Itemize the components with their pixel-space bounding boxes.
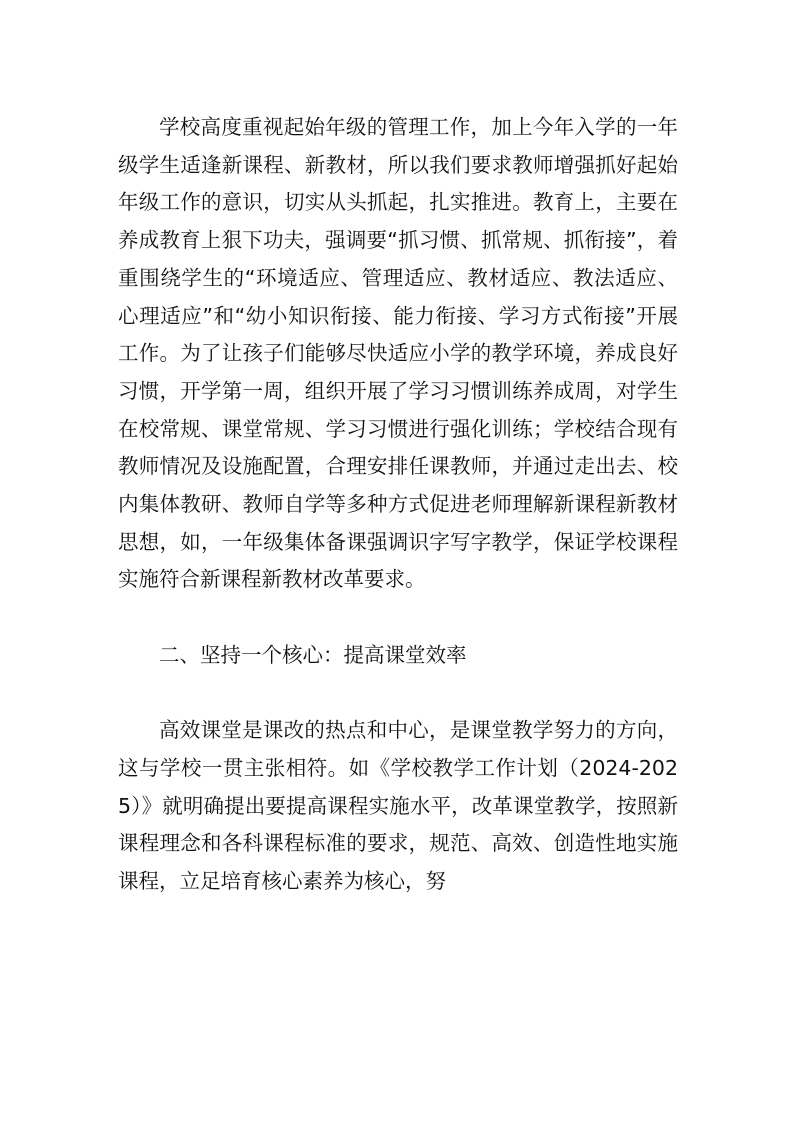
body-paragraph: 学校高度重视起始年级的管理工作，加上今年入学的一年级学生适逢新课程、新教材，所以我们要求教师增强抓好起始年级工作的意识，切实从头抓起，扎实推进。教育上，主要在养成教育上狠下功夫，强调要“抓习惯、抓常规、抓衔接”，着重围绕学生的“环境适应、管理适应、教材适应、教法适应、心理适应”和“幼小知识衔接、能力衔接、学习方式衔接”开展工作。为了让孩子们能够尽快适应小学的教学环境，养成良好习惯，开学第一周，组织开展了学习习惯训练养成周，对学生在校常规、课堂常规、学习习惯进行强化训练；学校结合现有教师情况及设施配置，合理安排任课教师，并通过走出去、校内集体教研、教师自学等多种方式促进老师理解新课程新教材思想，如，一年级集体备课强调识字写字教学，保证学校课程实施符合新课程新教材改革要求。 [118,115,678,592]
section-heading: 二、坚持一个核心：提高课堂效率 [159,642,467,667]
document-body [118,109,678,901]
body-paragraph-after-heading: 高效课堂是课改的热点和中心，是课堂教学努力的方向，这与学校一贯主张相符。如《学校教学工作计划（2024-2025）》就明确提出要提高课程实施水平，改革课堂教学，按照新课程理念和各科课程标准的要求，规范、高效、创造性地实施课程，立足培育核心素养为核心，努 [118,718,678,894]
